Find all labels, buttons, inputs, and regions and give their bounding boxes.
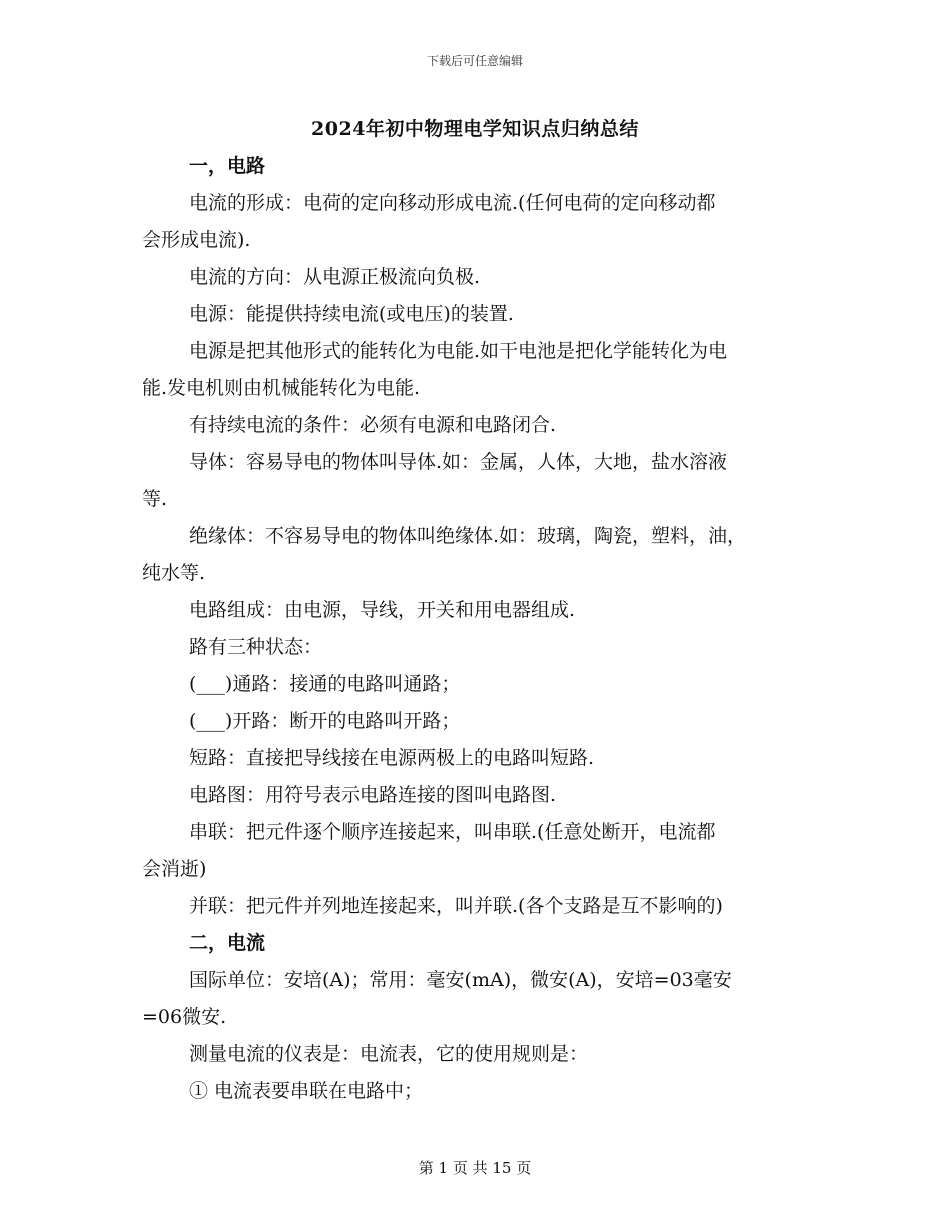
text-line: 电流的方向：从电源正极流向负极. bbox=[189, 266, 481, 288]
text-line: 电源是把其他形式的能转化为电能.如干电池是把化学能转化为电 bbox=[189, 340, 728, 362]
section-heading: 二，电流 bbox=[189, 932, 266, 954]
text-line: =06微安. bbox=[142, 1006, 227, 1028]
text-line: 绝缘体：不容易导电的物体叫绝缘体.如：玻璃，陶瓷，塑料，油， bbox=[189, 525, 747, 547]
text-line: 电路组成：由电源，导线，开关和用电器组成. bbox=[189, 599, 576, 621]
text-line: 纯水等. bbox=[142, 562, 206, 584]
page-footer: 第 1 页 共 15 页 bbox=[418, 1159, 532, 1177]
text-line: (___)通路：接通的电路叫通路； bbox=[189, 673, 461, 695]
text-line: ① 电流表要串联在电路中； bbox=[189, 1080, 424, 1102]
text-line: 会形成电流). bbox=[142, 229, 251, 251]
section-heading: 一，电路 bbox=[189, 155, 266, 177]
text-line: 并联：把元件并列地连接起来，叫并联.(各个支路是互不影响的) bbox=[189, 895, 723, 917]
text-line: 电源：能提供持续电流(或电压)的装置. bbox=[189, 303, 514, 325]
text-line: 会消逝) bbox=[142, 858, 207, 880]
text-line: 导体：容易导电的物体叫导体.如：金属，人体，大地，盐水溶液 bbox=[189, 451, 728, 473]
text-line: 路有三种状态： bbox=[189, 636, 323, 658]
text-line: 能.发电机则由机械能转化为电能. bbox=[142, 377, 421, 399]
text-line: (___)开路：断开的电路叫开路； bbox=[189, 710, 461, 732]
document-body bbox=[142, 148, 822, 1110]
text-line: 电路图：用符号表示电路连接的图叫电路图. bbox=[189, 784, 557, 806]
text-line: 测量电流的仪表是：电流表，它的使用规则是： bbox=[189, 1043, 589, 1065]
text-line: 等. bbox=[142, 488, 168, 510]
header-note: 下载后可任意编辑 bbox=[426, 54, 523, 68]
document-title: 2024年初中物理电学知识点归纳总结 bbox=[311, 118, 639, 140]
text-line: 短路：直接把导线接在电源两极上的电路叫短路. bbox=[189, 747, 595, 769]
text-line: 电流的形成：电荷的定向移动形成电流.(任何电荷的定向移动都 bbox=[189, 192, 716, 214]
text-line: 串联：把元件逐个顺序连接起来，叫串联.(任意处断开，电流都 bbox=[189, 821, 716, 843]
text-line: 有持续电流的条件：必须有电源和电路闭合. bbox=[189, 414, 557, 436]
text-line: 国际单位：安培(A)；常用：毫安(mA)，微安(A)，安培=03毫安 bbox=[189, 969, 732, 991]
